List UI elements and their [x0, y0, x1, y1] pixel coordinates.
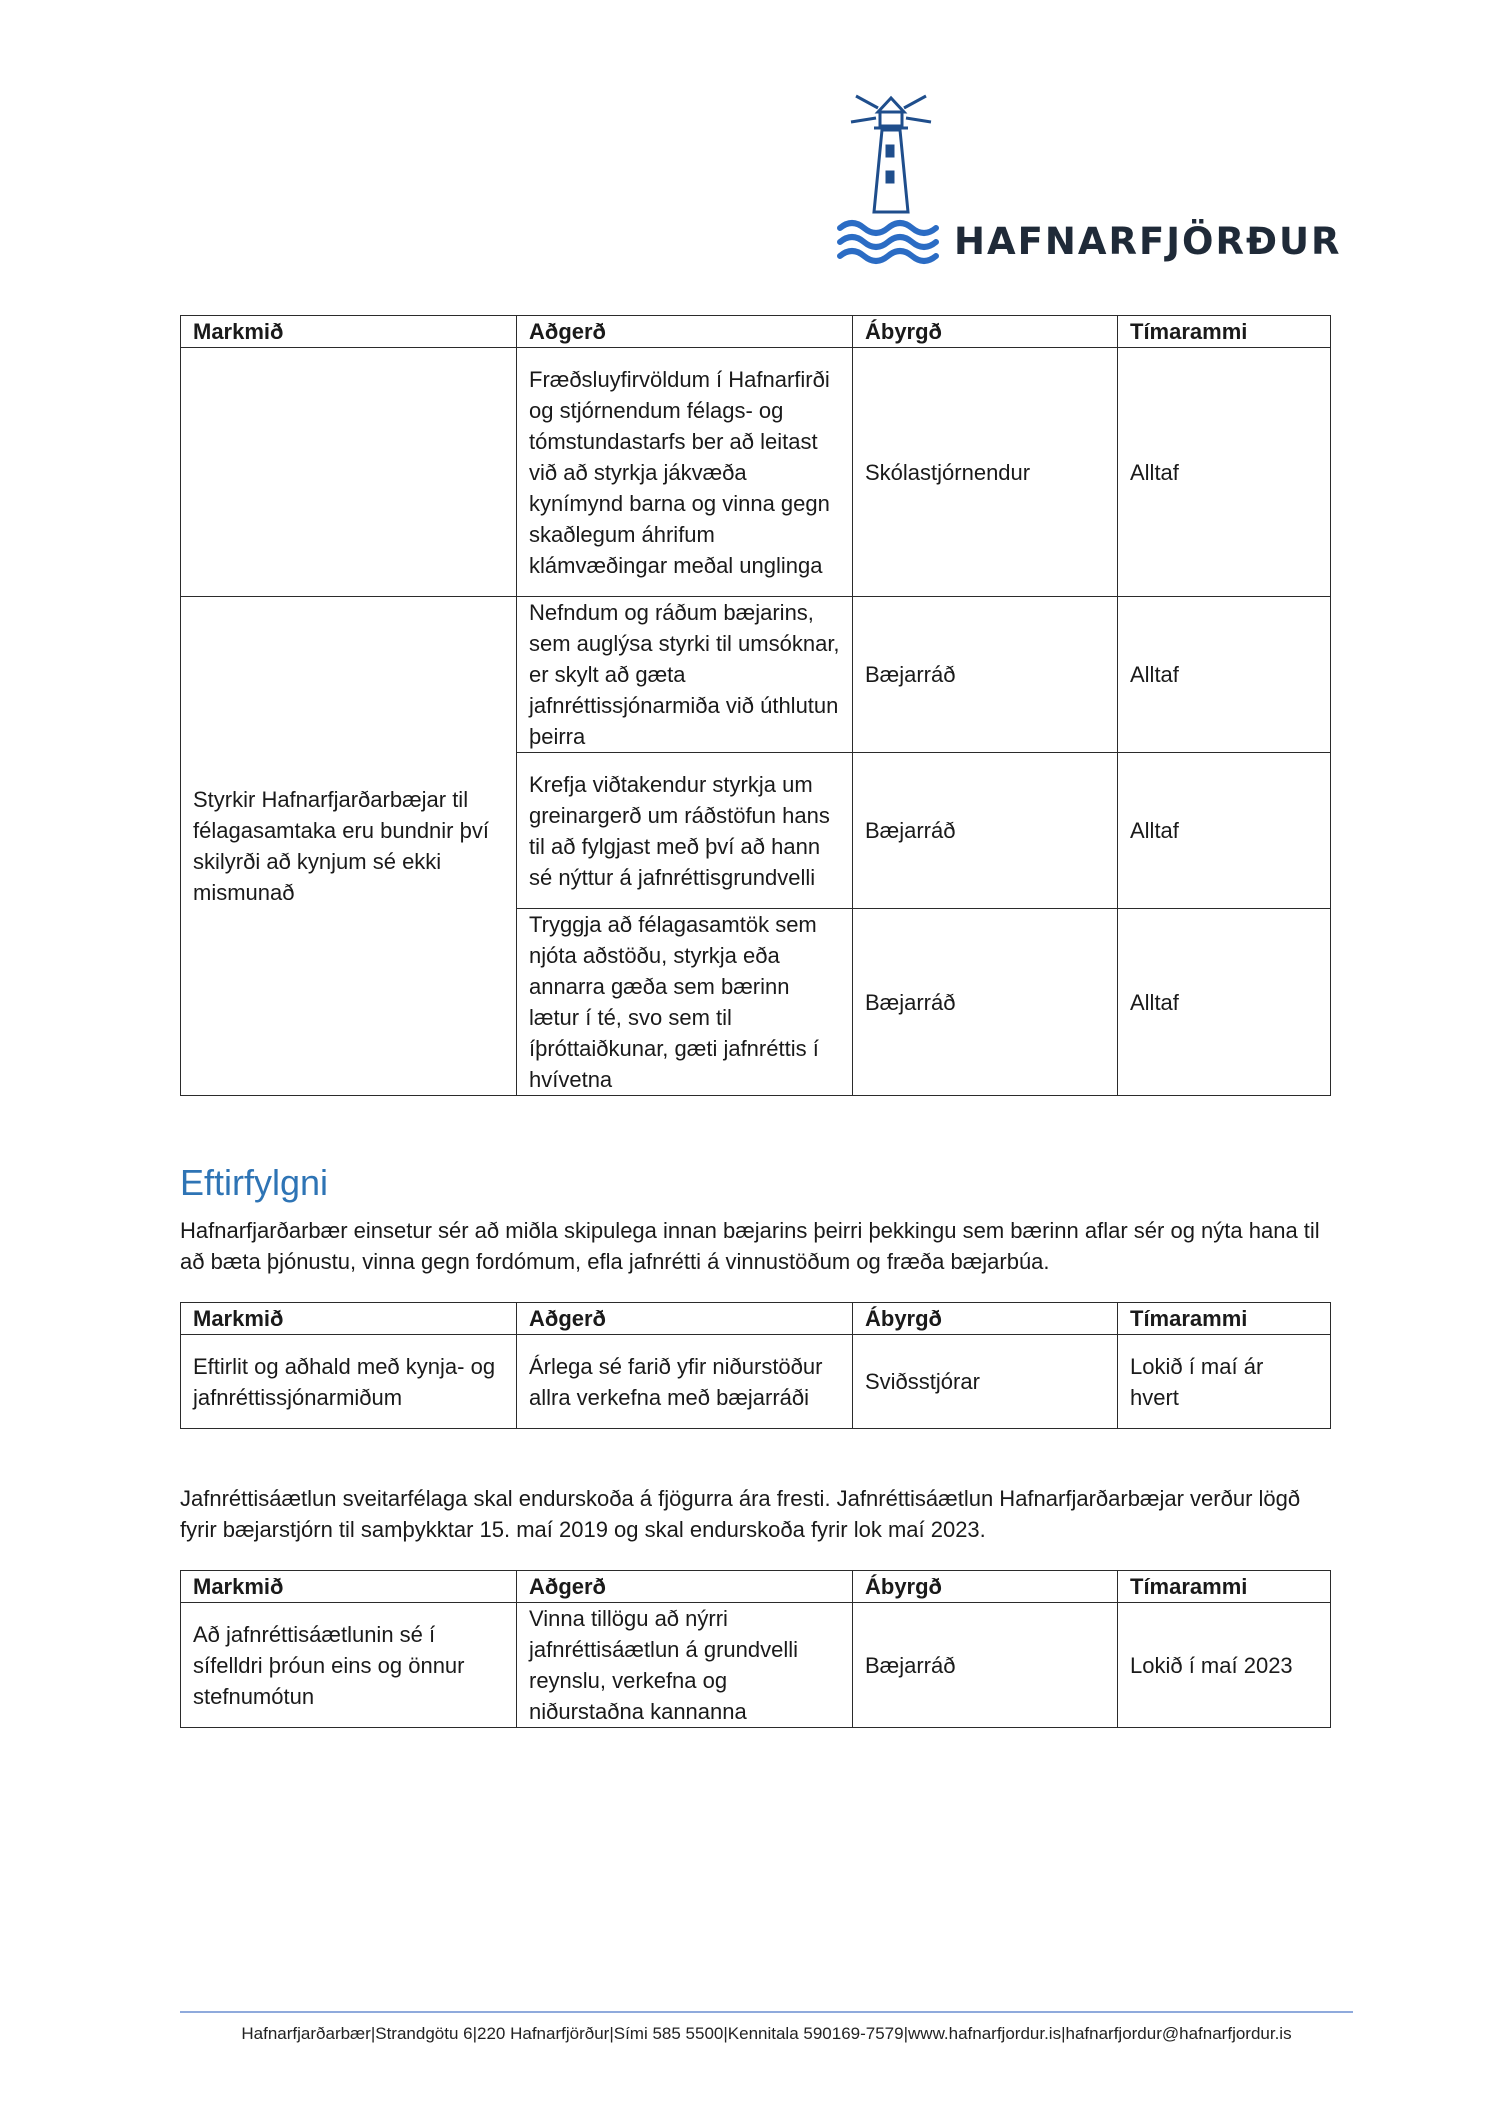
action-cell: Tryggja að félagasamtök sem njóta aðstöðu, styrkja eða annarra gæða sem bærinn lætur í té, svo sem til íþróttaiðkunar, gæti jafnréttis í hvívetna: [517, 909, 853, 1096]
table-row: [181, 1603, 1331, 1728]
table-row: [181, 1335, 1331, 1429]
responsible-cell: Bæjarráð: [853, 753, 1118, 909]
logo-text: HAFNARFJÖRÐUR: [954, 220, 1342, 263]
goal-cell: Styrkir Hafnarfjarðarbæjar til félagasamtaka eru bundnir því skilyrði að kynjum sé ekki mismunað: [181, 597, 517, 1096]
responsible-cell: Bæjarráð: [853, 909, 1118, 1096]
footer-contact: Hafnarfjarðarbær|Strandgötu 6|220 Hafnarfjörður|Sími 585 5500|Kennitala 590169-7579|www.hafnarfjordur.is|hafnarfjordur@hafnarfjordur.is: [241, 2024, 1292, 2043]
responsible-cell: Sviðsstjórar: [853, 1335, 1118, 1429]
column-header-timeframe: Tímarammi: [1118, 1571, 1331, 1603]
column-header-goal: Markmið: [181, 1303, 517, 1335]
action-cell: Krefja viðtakendur styrkja um greinargerð um ráðstöfun hans til að fylgjast með því að hann sé nýttur á jafnréttisgrundvelli: [517, 753, 853, 909]
action-cell: Vinna tillögu að nýrri jafnréttisáætlun á grundvelli reynslu, verkefna og niðurstaðna kannanna: [517, 1603, 853, 1728]
column-header-responsible: Ábyrgð: [853, 316, 1118, 348]
lighthouse-icon: [836, 90, 946, 270]
timeframe-cell: Alltaf: [1118, 597, 1331, 753]
table-row: [181, 348, 1331, 597]
column-header-timeframe: Tímarammi: [1118, 316, 1331, 348]
column-header-action: Aðgerð: [517, 316, 853, 348]
timeframe-cell: Alltaf: [1118, 753, 1331, 909]
action-table-1: [180, 315, 1331, 1096]
timeframe-cell: Alltaf: [1118, 348, 1331, 597]
responsible-cell: Skólastjórnendur: [853, 348, 1118, 597]
column-header-responsible: Ábyrgð: [853, 1303, 1118, 1335]
column-header-timeframe: Tímarammi: [1118, 1303, 1331, 1335]
action-cell: Árlega sé farið yfir niðurstöður allra verkefna með bæjarráði: [517, 1335, 853, 1429]
action-table-3: [180, 1570, 1331, 1728]
responsible-cell: Bæjarráð: [853, 597, 1118, 753]
goal-cell: Eftirlit og aðhald með kynja- og jafnréttissjónarmiðum: [181, 1335, 517, 1429]
timeframe-cell: Lokið í maí ár hvert: [1118, 1335, 1331, 1429]
goal-cell: [181, 348, 517, 597]
review-paragraph: Jafnréttisáætlun sveitarfélaga skal endurskoða á fjögurra ára fresti. Jafnréttisáætlun Hafnarfjarðarbæjar verður lögð fyrir bæjarstjórn til samþykktar 15. maí 2019 og skal endurskoða fyrir lok maí 2023.: [180, 1486, 1301, 1542]
column-header-goal: Markmið: [181, 1571, 517, 1603]
action-cell: Nefndum og ráðum bæjarins, sem auglýsa styrki til umsóknar, er skylt að gæta jafnréttissjónarmiða við úthlutun þeirra: [517, 597, 853, 753]
column-header-goal: Markmið: [181, 316, 517, 348]
responsible-cell: Bæjarráð: [853, 1603, 1118, 1728]
column-header-responsible: Ábyrgð: [853, 1571, 1118, 1603]
section-heading: Eftirfylgni: [180, 1162, 329, 1203]
goal-cell: Að jafnréttisáætlunin sé í sífelldri þróun eins og önnur stefnumótun: [181, 1603, 517, 1728]
table-header-row: [181, 1303, 1331, 1335]
column-header-action: Aðgerð: [517, 1303, 853, 1335]
table-header-row: [181, 316, 1331, 348]
logo: [836, 90, 1342, 280]
column-header-action: Aðgerð: [517, 1571, 853, 1603]
timeframe-cell: Lokið í maí 2023: [1118, 1603, 1331, 1728]
action-table-2: [180, 1302, 1331, 1429]
action-cell: Fræðsluyfirvöldum í Hafnarfirði og stjórnendum félags- og tómstundastarfs ber að leitast við að styrkja jákvæða kynímynd barna og vinna gegn skaðlegum áhrifum klámvæðingar meðal unglinga: [517, 348, 853, 597]
footer-divider: [180, 2011, 1353, 2013]
section-paragraph: Hafnarfjarðarbær einsetur sér að miðla skipulega innan bæjarins þeirri þekkingu sem bærinn aflar sér og nýta hana til að bæta þjónustu, vinna gegn fordómum, efla jafnrétti á vinnustöðum og fræða bæjarbúa.: [180, 1218, 1320, 1274]
table-header-row: [181, 1571, 1331, 1603]
timeframe-cell: Alltaf: [1118, 909, 1331, 1096]
table-row: [181, 597, 1331, 753]
